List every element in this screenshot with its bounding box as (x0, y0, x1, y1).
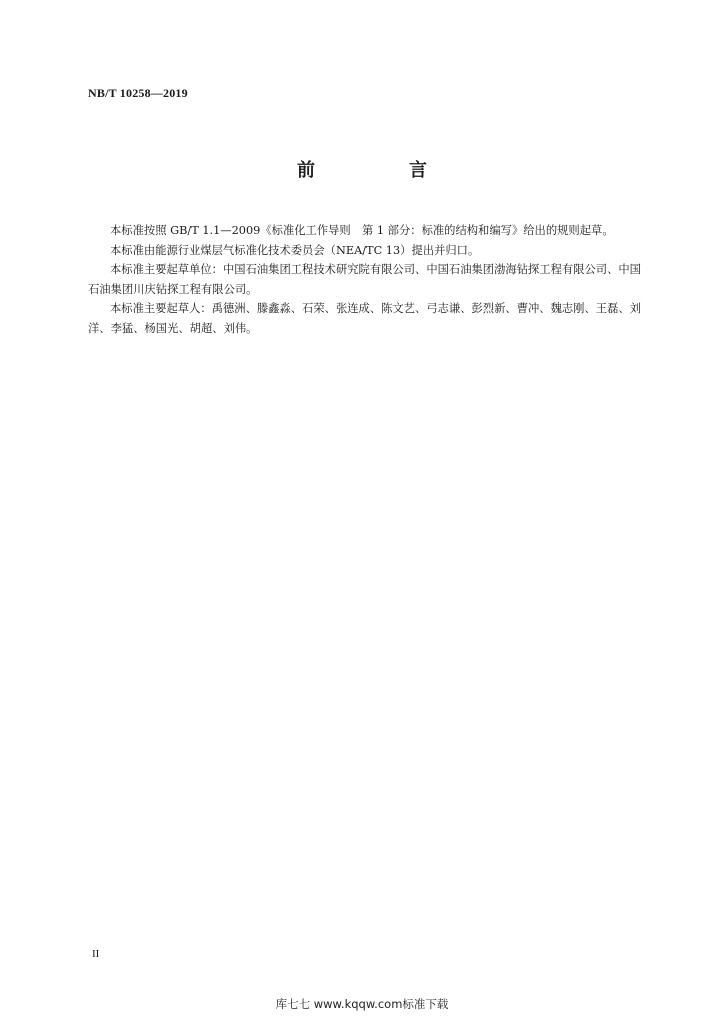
standard-code: NB/T 10258—2019 (88, 86, 188, 100)
paragraph-drafters: 本标准主要起草人：禹德洲、滕鑫淼、石荣、张连成、陈文艺、弓志谦、彭烈新、曹冲、魏志刚、王磊、刘洋、李猛、杨国光、胡超、刘伟。 (88, 302, 641, 335)
footer-watermark: 库七七 www.kqqw.com标准下载 (275, 997, 449, 1011)
paragraph-drafting-units: 本标准主要起草单位：中国石油集团工程技术研究院有限公司、中国石油集团渤海钻探工程有限公司、中国石油集团川庆钻探工程有限公司。 (88, 263, 641, 296)
paragraph-proposer: 本标准由能源行业煤层气标准化技术委员会（NEA/TC 13）提出并归口。 (110, 243, 480, 257)
page-title: 前 言 (297, 160, 465, 181)
foreword-body (88, 221, 648, 338)
paragraph-drafting-rules: 本标准按照 GB/T 1.1—2009《标准化工作导则 第 1 部分：标准的结构和编写》给出的规则起草。 (110, 224, 614, 237)
page-number: II (92, 948, 100, 960)
